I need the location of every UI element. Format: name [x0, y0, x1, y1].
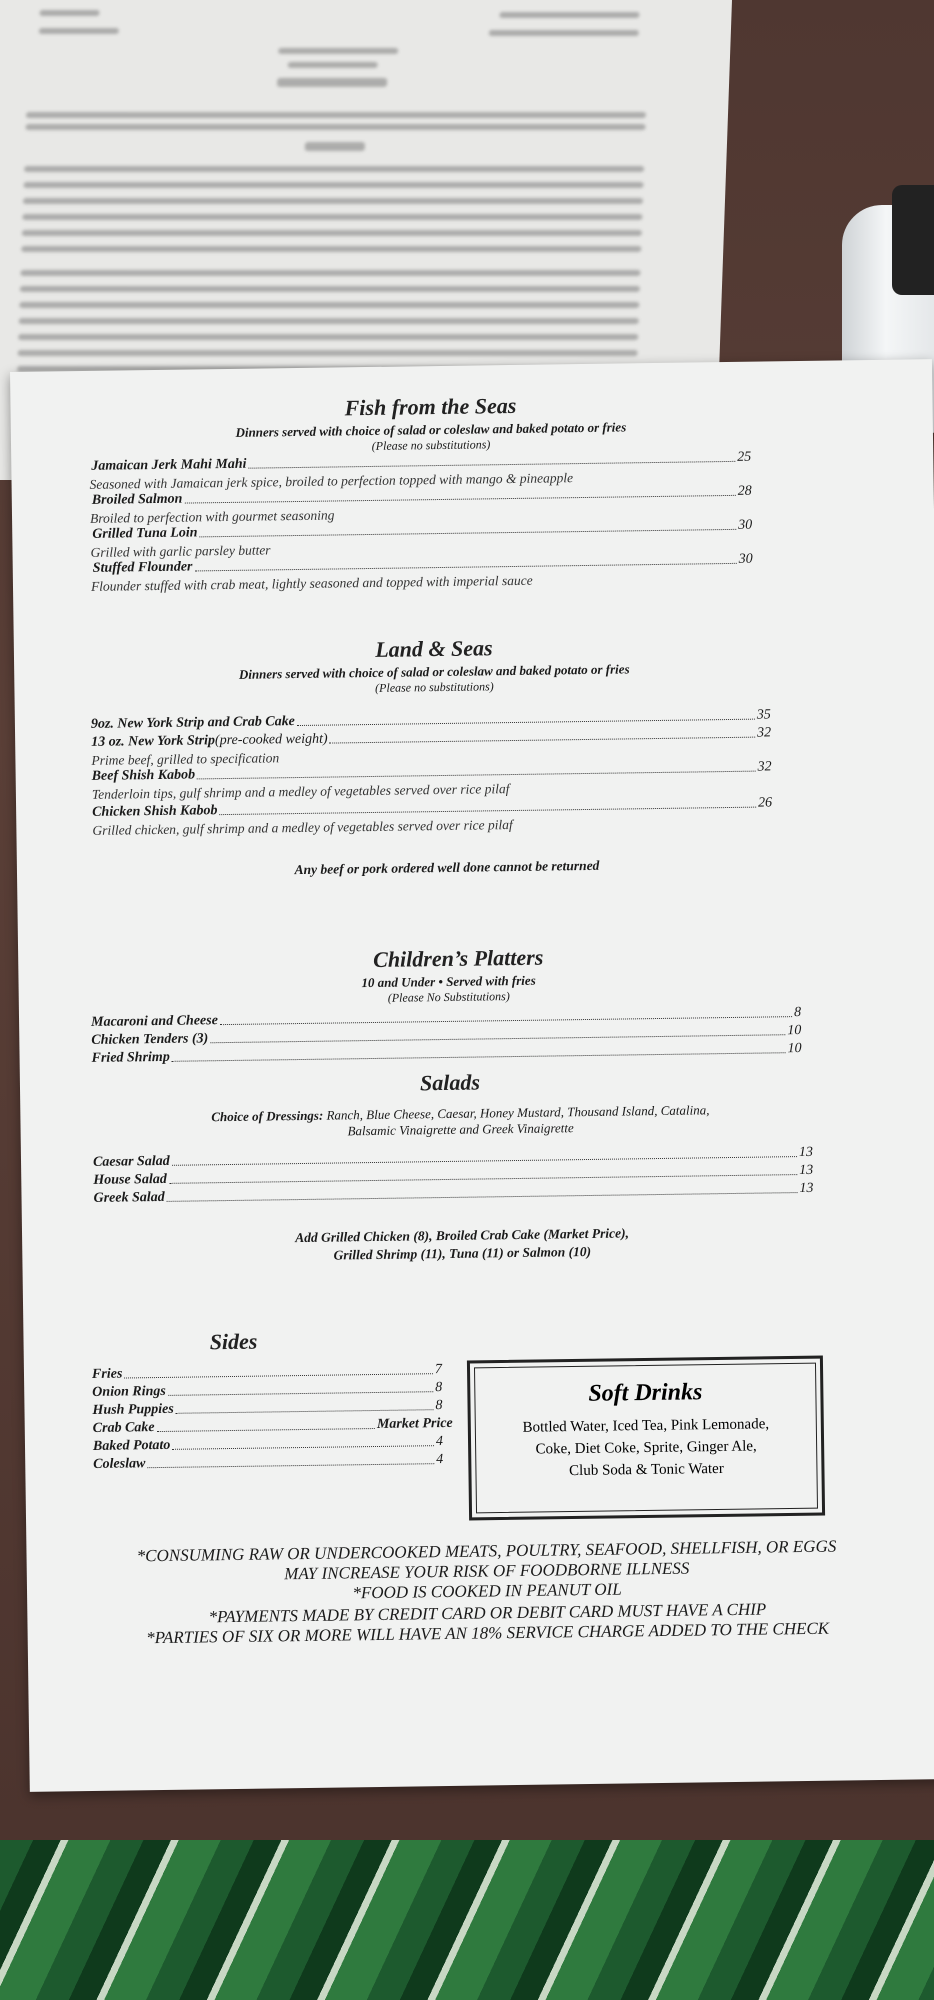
item-name: Macaroni and Cheese — [90, 1013, 218, 1030]
item-price: 32 — [757, 725, 772, 741]
item-name: Onion Rings — [92, 1383, 166, 1400]
item-price: 13 — [798, 1144, 814, 1161]
item-price: 4 — [436, 1452, 444, 1468]
item-name: Hush Puppies — [92, 1401, 174, 1418]
item-name: Grilled Tuna Loin — [92, 525, 198, 542]
item-name: Greek Salad — [93, 1189, 165, 1206]
disclaimer-line: MAY INCREASE YOUR RISK OF FOODBORNE ILLNESS — [284, 1558, 690, 1584]
salad-dressings-2: Balsamic Vinaigrette and Greek Vinaigrette — [347, 1120, 574, 1139]
disclaimer-line: *FOOD IS COOKED IN PEANUT OIL — [352, 1579, 622, 1603]
item-name: Chicken Shish Kabob — [92, 803, 218, 820]
children-note: (Please No Substitutions) — [387, 989, 510, 1005]
tablecloth-fabric — [0, 1840, 934, 2000]
fish-subtitle: Dinners served with choice of salad or coleslaw and baked potato or fries — [235, 419, 627, 440]
item-price: 8 — [793, 1005, 802, 1021]
item-price: 28 — [737, 483, 752, 499]
menu-page — [10, 359, 934, 1792]
item-name: Jamaican Jerk Mahi Mahi — [91, 456, 247, 474]
item-price: 8 — [435, 1398, 443, 1414]
item-name: Chicken Tenders (3) — [91, 1031, 209, 1048]
item-description: Flounder stuffed with crab meat, lightly seasoned and topped with imperial sauce — [90, 572, 533, 594]
item-description: Broiled to perfection with gourmet seasoning — [89, 507, 335, 526]
soft-drinks-title: Soft Drinks — [588, 1379, 703, 1407]
item-price: 13 — [799, 1162, 814, 1179]
dressings-label: Choice of Dressings: — [211, 1107, 324, 1125]
disclaimer-line: *PAYMENTS MADE BY CREDIT CARD OR DEBIT CARD MUST HAVE A CHIP — [208, 1599, 767, 1627]
item-price: 10 — [787, 1023, 802, 1039]
item-price: 30 — [738, 517, 753, 533]
item-price: 4 — [435, 1434, 444, 1450]
soft-drinks-line: Bottled Water, Iced Tea, Pink Lemonade, — [522, 1416, 770, 1436]
item-description: Prime beef, grilled to specification — [91, 750, 280, 768]
item-name: Fries — [91, 1366, 123, 1382]
item-name: 13 oz. New York Strip — [91, 733, 216, 750]
soft-drinks-box — [467, 1356, 825, 1521]
salad-addons-1: Add Grilled Chicken (8), Broiled Crab Cake (Market Price), — [295, 1225, 630, 1246]
item-price: 7 — [434, 1362, 443, 1378]
item-price: 10 — [787, 1041, 802, 1057]
item-price: 13 — [799, 1180, 814, 1197]
item-description: Seasoned with Jamaican jerk spice, broiled to perfection topped with mango & pineapple — [89, 470, 574, 492]
fish-note: (Please no substitutions) — [371, 437, 491, 453]
disclaimer-line: *CONSUMING RAW OR UNDERCOOKED MEATS, POULTRY, SEAFOOD, SHELLFISH, OR EGGS — [136, 1536, 837, 1566]
land-section-title: Land & Seas — [375, 635, 493, 662]
sides-section-title: Sides — [209, 1328, 258, 1355]
item-price: 26 — [757, 795, 773, 811]
item-price: 30 — [738, 551, 753, 567]
item-name: Broiled Salmon — [91, 491, 183, 508]
item-name: House Salad — [93, 1171, 167, 1188]
item-name: Fried Shrimp — [91, 1049, 170, 1066]
well-done-notice: Any beef or pork ordered well done cannot be returned — [294, 857, 600, 878]
item-price: 25 — [737, 449, 752, 465]
menu-item — [91, 450, 751, 475]
soft-drinks-line: Club Soda & Tonic Water — [568, 1460, 724, 1480]
item-name: Caesar Salad — [92, 1153, 170, 1170]
item-name: Beef Shish Kabob — [91, 767, 196, 784]
item-price: 32 — [757, 759, 772, 775]
salad-addons-2: Grilled Shrimp (11), Tuna (11) or Salmon (10) — [333, 1243, 592, 1263]
item-name: 9oz. New York Strip and Crab Cake — [90, 714, 295, 732]
soft-drinks-line: Coke, Diet Coke, Sprite, Ginger Ale, — [535, 1438, 757, 1458]
land-note: (Please no substitutions) — [375, 679, 494, 695]
salads-section-title: Salads — [419, 1069, 481, 1096]
item-name: Baked Potato — [92, 1437, 171, 1454]
menu-item — [93, 1452, 443, 1473]
dressings-list-1: Ranch, Blue Cheese, Caesar, Honey Mustard, Thousand Island, Catalina, — [323, 1102, 710, 1123]
item-note: (pre-cooked weight) — [214, 731, 328, 749]
fish-section-title: Fish from the Seas — [344, 392, 517, 421]
item-description: Grilled with garlic parsley butter — [90, 542, 271, 560]
item-name: Stuffed Flounder — [92, 559, 193, 576]
item-description: Grilled chicken, gulf shrimp and a medley of vegetables served over rice pilaf — [92, 817, 513, 838]
children-section-title: Children’s Platters — [373, 944, 544, 972]
item-price: Market Price — [376, 1415, 453, 1432]
item-description: Tenderloin tips, gulf shrimp and a medley of vegetables served over rice pilaf — [91, 781, 510, 802]
item-name: Crab Cake — [92, 1420, 155, 1436]
item-price: 8 — [435, 1380, 443, 1396]
disclaimer-line: *PARTIES OF SIX OR MORE WILL HAVE AN 18% SERVICE CHARGE ADDED TO THE CHECK — [146, 1618, 830, 1648]
children-subtitle: 10 and Under • Served with fries — [361, 972, 536, 991]
land-subtitle: Dinners served with choice of salad or coleslaw and baked potato or fries — [238, 661, 630, 682]
item-price: 35 — [756, 707, 771, 723]
item-name: Coleslaw — [93, 1456, 146, 1472]
